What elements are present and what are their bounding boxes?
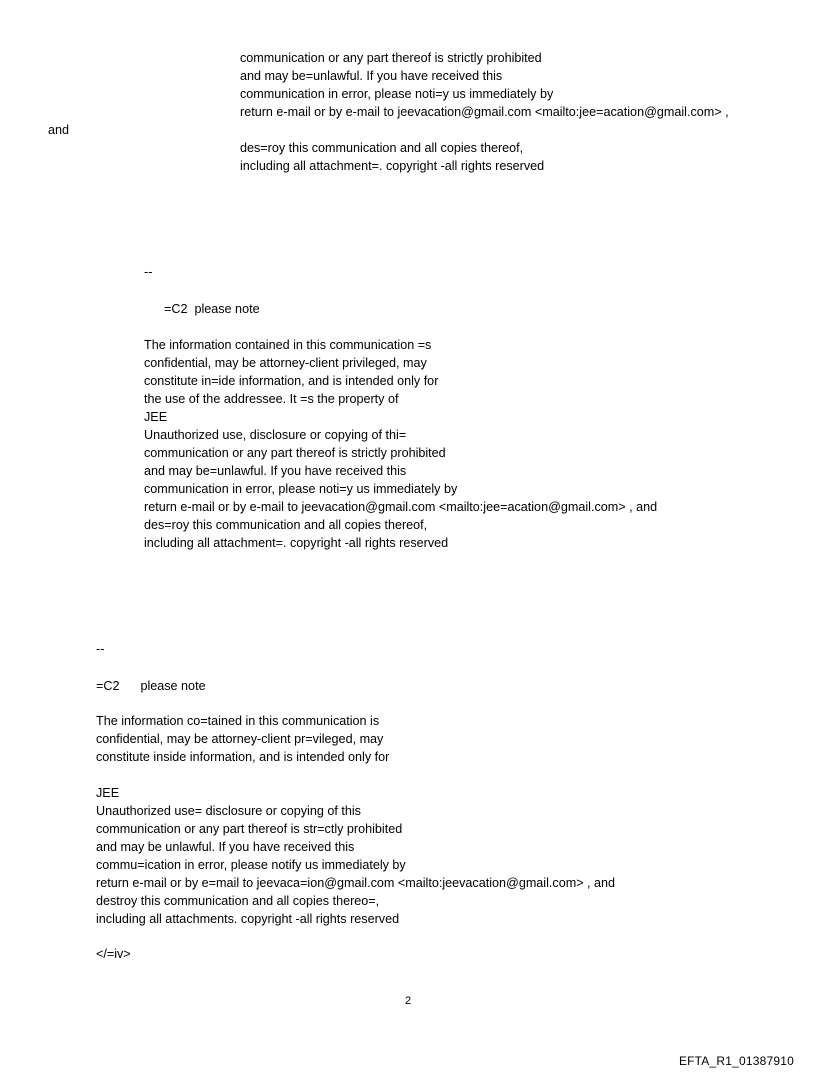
text-line: destroy this communication and all copies thereo=, bbox=[96, 894, 380, 908]
text-line: confidential, may be attorney-client pr=vileged, may bbox=[96, 732, 384, 746]
page-number: 2 bbox=[404, 995, 412, 1007]
text-line: return e-mail or by e-mail to jeevacation@gmail.com <mailto:jee=acation@gmail.com> , and bbox=[144, 500, 658, 514]
text-line: communication in error, please noti=y us immediately by bbox=[240, 87, 554, 101]
document-id: EFTA_R1_01387910 bbox=[678, 1054, 794, 1068]
wrapped-word: and bbox=[48, 123, 70, 137]
text-line: JEE bbox=[144, 410, 168, 424]
separator: -- bbox=[96, 642, 105, 656]
text-line: communication in error, please noti=y us immediately by bbox=[144, 482, 458, 496]
text-line: communication or any part thereof is str=ctly prohibited bbox=[96, 822, 403, 836]
text-line: return e-mail or by e=mail to jeevaca=ion@gmail.com <mailto:jeevacation@gmail.com> , and bbox=[96, 876, 616, 890]
text-line: and may be unlawful. If you have received this bbox=[96, 840, 355, 854]
text-line: return e-mail or by e-mail to jeevacation@gmail.com <mailto:jee=acation@gmail.com> , bbox=[240, 105, 729, 119]
text-line: The information co=tained in this communication is bbox=[96, 714, 380, 728]
text-line: The information contained in this communication =s bbox=[144, 338, 432, 352]
text-line: des=roy this communication and all copies thereof, bbox=[144, 518, 428, 532]
text-line: communication or any part thereof is strictly prohibited bbox=[144, 446, 446, 460]
text-line: including all attachment=. copyright -all rights reserved bbox=[240, 159, 545, 173]
text-line: constitute inside information, and is intended only for bbox=[96, 750, 390, 764]
text-line: and may be=unlawful. If you have received this bbox=[144, 464, 407, 478]
text-line: constitute in=ide information, and is intended only for bbox=[144, 374, 439, 388]
separator: -- bbox=[144, 265, 153, 279]
closing-tag: </=iv> bbox=[96, 947, 131, 961]
text-line: including all attachments. copyright -all rights reserved bbox=[96, 912, 400, 926]
text-line: commu=ication in error, please notify us immediately by bbox=[96, 858, 406, 872]
text-line: communication or any part thereof is strictly prohibited bbox=[240, 51, 542, 65]
text-line: and may be=unlawful. If you have received this bbox=[240, 69, 503, 83]
text-line: Unauthorized use= disclosure or copying of this bbox=[96, 804, 361, 818]
note-heading: =C2 please note bbox=[96, 679, 206, 693]
text-line: JEE bbox=[96, 786, 120, 800]
text-line: confidential, may be attorney-client privileged, may bbox=[144, 356, 427, 370]
text-line: including all attachment=. copyright -all rights reserved bbox=[144, 536, 449, 550]
text-line: Unauthorized use, disclosure or copying of thi= bbox=[144, 428, 407, 442]
note-heading: =C2 please note bbox=[164, 302, 260, 316]
text-line: the use of the addressee. It =s the property of bbox=[144, 392, 399, 406]
text-line: des=roy this communication and all copies thereof, bbox=[240, 141, 524, 155]
